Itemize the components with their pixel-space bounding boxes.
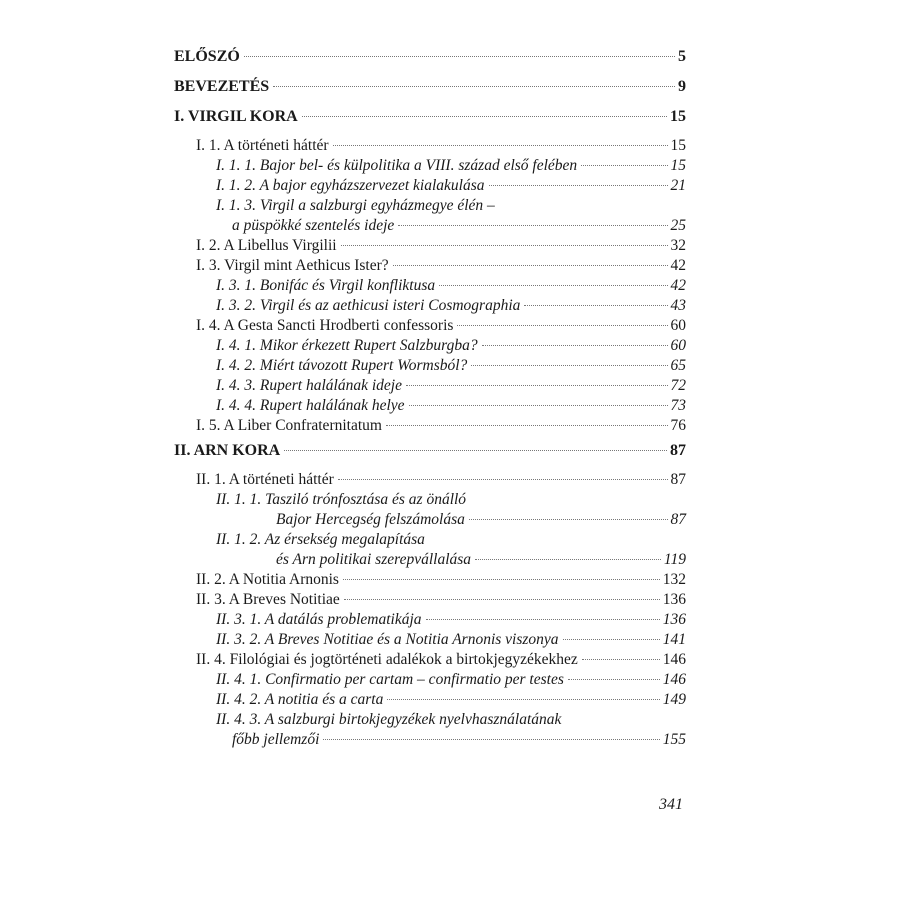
toc-entry-title: BEVEZETÉS xyxy=(174,78,270,95)
dot-leader xyxy=(406,385,668,386)
toc-entry[interactable] xyxy=(174,690,686,710)
toc-entry-title: I. 1. 3. Virgil a salzburgi egyházmegye élén – xyxy=(216,197,495,214)
toc-entry-page: 76 xyxy=(670,417,686,434)
dot-leader xyxy=(387,699,659,700)
toc-entry[interactable] xyxy=(174,650,686,670)
toc-entry[interactable] xyxy=(174,256,686,276)
toc-entry[interactable] xyxy=(174,376,686,396)
toc-entry-title: és Arn politikai szerepvállalása xyxy=(276,551,472,568)
toc-entry-title: I. 2. A Libellus Virgilii xyxy=(196,237,337,254)
toc-entry-page: 9 xyxy=(678,78,686,95)
toc-entry[interactable] xyxy=(174,196,686,216)
dot-leader xyxy=(244,56,675,57)
toc-entry-title: II. 4. 1. Confirmatio per cartam – confirmatio per testes xyxy=(216,671,564,688)
dot-leader xyxy=(471,365,667,366)
dot-leader xyxy=(469,519,668,520)
toc-entry-page: 5 xyxy=(678,48,686,65)
toc-entry[interactable] xyxy=(174,156,686,176)
dot-leader xyxy=(398,225,667,226)
toc-entry[interactable] xyxy=(174,276,686,296)
toc-entry-page: 42 xyxy=(670,257,686,274)
toc-entry-page: 60 xyxy=(670,317,686,334)
toc-entry-eloszo[interactable] xyxy=(174,42,686,72)
dot-leader xyxy=(426,619,660,620)
dot-leader xyxy=(302,116,667,117)
dot-leader xyxy=(489,185,668,186)
dot-leader xyxy=(338,479,668,480)
toc-entry[interactable] xyxy=(174,590,686,610)
toc-entry[interactable] xyxy=(174,356,686,376)
toc-entry[interactable] xyxy=(174,336,686,356)
toc-entry-page: 149 xyxy=(662,691,686,708)
dot-leader xyxy=(344,599,660,600)
dot-leader xyxy=(563,639,660,640)
toc-entry-title: II. 3. 1. A datálás problematikája xyxy=(216,611,422,628)
dot-leader xyxy=(475,559,661,560)
toc-entry-page: 132 xyxy=(662,571,686,588)
toc-entry-page: 87 xyxy=(670,442,686,459)
toc-entry-title: II. ARN KORA xyxy=(174,442,281,459)
toc-entry[interactable] xyxy=(174,176,686,196)
dot-leader xyxy=(457,325,667,326)
toc-entry-page: 32 xyxy=(670,237,686,254)
dot-leader xyxy=(582,659,660,660)
toc-entry-page: 136 xyxy=(662,591,686,608)
dot-leader xyxy=(273,86,675,87)
toc-entry-title: I. VIRGIL KORA xyxy=(174,108,298,125)
toc-entry-page: 146 xyxy=(662,671,686,688)
toc-entry-page: 73 xyxy=(670,397,686,414)
toc-entry-bevezetes[interactable] xyxy=(174,72,686,102)
toc-entry-title: Bajor Hercegség felszámolása xyxy=(276,511,465,528)
toc-entry-page: 65 xyxy=(670,357,686,374)
toc-entry-page: 25 xyxy=(670,217,686,234)
dot-leader xyxy=(581,165,667,166)
toc-entry-title: I. 4. 2. Miért távozott Rupert Wormsból? xyxy=(216,357,468,374)
toc-entry[interactable] xyxy=(174,490,686,510)
dot-leader xyxy=(439,285,667,286)
dot-leader xyxy=(524,305,667,306)
toc-entry[interactable] xyxy=(174,610,686,630)
toc-entry-title: II. 3. A Breves Notitiae xyxy=(196,591,340,608)
dot-leader xyxy=(482,345,668,346)
page-number: 341 xyxy=(659,796,683,813)
dot-leader xyxy=(343,579,660,580)
toc-entry-page: 87 xyxy=(670,471,686,488)
dot-leader xyxy=(323,739,659,740)
toc-entry-title: II. 4. 3. A salzburgi birtokjegyzékek nyelvhasználatának xyxy=(216,711,562,728)
toc-entry[interactable] xyxy=(174,630,686,650)
toc-entry[interactable] xyxy=(174,530,686,550)
toc-entry-continuation[interactable] xyxy=(174,510,686,530)
toc-entry-title: I. 1. 1. Bajor bel- és külpolitika a VIII. század első felében xyxy=(216,157,578,174)
toc-entry[interactable] xyxy=(174,296,686,316)
toc-entry-title: I. 3. Virgil mint Aethicus Ister? xyxy=(196,257,389,274)
toc-entry-page: 15 xyxy=(670,137,686,154)
toc-entry-title: I. 1. A történeti háttér xyxy=(196,137,329,154)
table-of-contents xyxy=(174,42,686,750)
toc-entry-page: 60 xyxy=(670,337,686,354)
toc-entry-title: I. 4. 1. Mikor érkezett Rupert Salzburgba? xyxy=(216,337,478,354)
dot-leader xyxy=(333,145,668,146)
toc-entry-title: I. 3. 1. Bonifác és Virgil konfliktusa xyxy=(216,277,436,294)
toc-entry-title: II. 1. A történeti háttér xyxy=(196,471,334,488)
toc-entry-page: 119 xyxy=(663,551,686,568)
toc-entry-page: 136 xyxy=(662,611,686,628)
toc-entry[interactable] xyxy=(174,710,686,730)
toc-entry-title: II. 3. 2. A Breves Notitiae és a Notitia Arnonis viszonya xyxy=(216,631,559,648)
toc-entry-title: II. 1. 1. Tasziló trónfosztása és az önálló xyxy=(216,491,467,508)
toc-entry-continuation[interactable] xyxy=(174,216,686,236)
toc-entry-title: I. 4. 4. Rupert halálának helye xyxy=(216,397,405,414)
toc-entry-page: 21 xyxy=(670,177,686,194)
toc-entry[interactable] xyxy=(174,670,686,690)
toc-entry-continuation[interactable] xyxy=(174,550,686,570)
toc-entry-title: I. 4. A Gesta Sancti Hrodberti confessoris xyxy=(196,317,454,334)
toc-entry[interactable] xyxy=(174,570,686,590)
toc-entry[interactable] xyxy=(174,136,686,156)
dot-leader xyxy=(409,405,668,406)
toc-entry-continuation[interactable] xyxy=(174,730,686,750)
toc-entry-title: I. 4. 3. Rupert halálának ideje xyxy=(216,377,402,394)
dot-leader xyxy=(284,450,667,451)
toc-entry-page: 146 xyxy=(662,651,686,668)
toc-entry-title: II. 4. 2. A notitia és a carta xyxy=(216,691,384,708)
toc-entry-title: II. 2. A Notitia Arnonis xyxy=(196,571,339,588)
toc-entry-page: 15 xyxy=(670,157,686,174)
toc-entry-title: főbb jellemzői xyxy=(232,731,320,748)
dot-leader xyxy=(386,425,668,426)
toc-entry-page: 141 xyxy=(662,631,686,648)
toc-chapter-1[interactable] xyxy=(174,102,686,132)
toc-entry-page: 43 xyxy=(670,297,686,314)
dot-leader xyxy=(393,265,668,266)
toc-entry[interactable] xyxy=(174,416,686,436)
toc-entry-title: I. 1. 2. A bajor egyházszervezet kialakulása xyxy=(216,177,485,194)
dot-leader xyxy=(568,679,660,680)
dot-leader xyxy=(341,245,668,246)
toc-entry-title: ELŐSZÓ xyxy=(174,48,240,65)
toc-entry-page: 155 xyxy=(662,731,686,748)
toc-entry-title: I. 5. A Liber Confraternitatum xyxy=(196,417,382,434)
toc-entry-page: 42 xyxy=(670,277,686,294)
toc-entry-page: 87 xyxy=(670,511,686,528)
toc-entry[interactable] xyxy=(174,316,686,336)
toc-entry-page: 72 xyxy=(670,377,686,394)
toc-entry[interactable] xyxy=(174,236,686,256)
toc-entry-title: II. 1. 2. Az érsekség megalapítása xyxy=(216,531,425,548)
toc-entry[interactable] xyxy=(174,470,686,490)
toc-entry[interactable] xyxy=(174,396,686,416)
toc-entry-page: 15 xyxy=(670,108,686,125)
toc-entry-title: a püspökké szentelés ideje xyxy=(232,217,395,234)
toc-chapter-2[interactable] xyxy=(174,436,686,466)
toc-entry-title: I. 3. 2. Virgil és az aethicusi isteri Cosmographia xyxy=(216,297,521,314)
toc-entry-title: II. 4. Filológiai és jogtörténeti adalékok a birtokjegyzékekhez xyxy=(196,651,578,668)
